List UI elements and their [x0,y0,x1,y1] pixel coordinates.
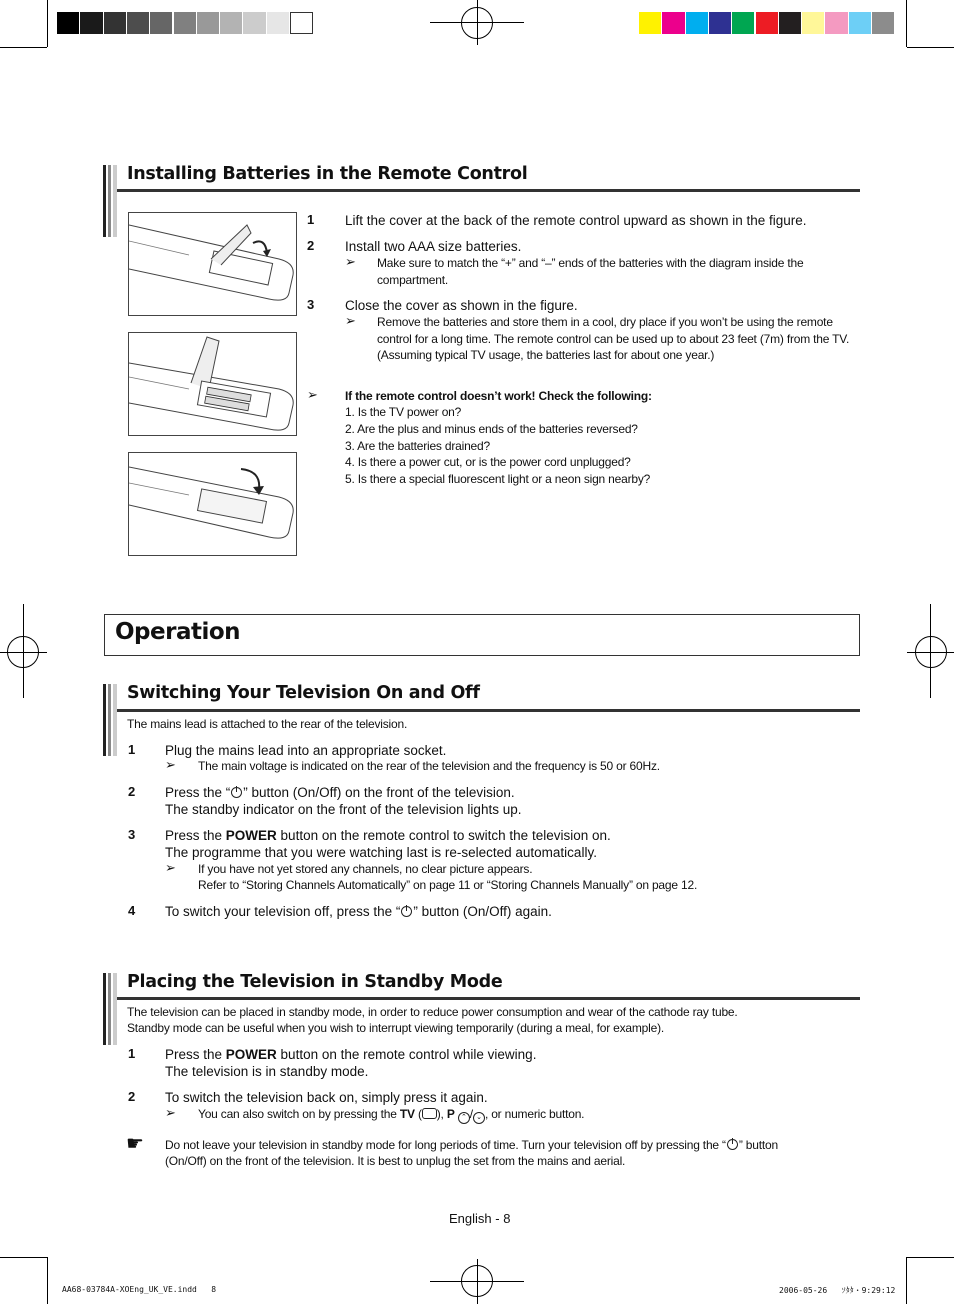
color-swatch [197,12,220,34]
page-number: English - 8 [449,1211,511,1226]
remote-open-cover-figure [128,212,297,316]
step-number: 4 [128,903,136,918]
color-swatch [779,12,802,34]
color-swatch [662,12,685,34]
step-number: 3 [128,827,136,842]
crop-mark [47,1257,48,1304]
step-text: Lift the cover at the back of the remote control upward as shown in the figure. [345,213,807,228]
warning-text: (On/Off) on the front of the television. It is best to unplug the set from the mains and aerial. [165,1154,626,1168]
color-swatch [732,12,755,34]
step-text: The standby indicator on the front of the television lights up. [165,802,522,817]
note-arrow-icon: ➢ [345,254,356,269]
color-swatch [150,12,173,34]
color-swatch [639,12,662,34]
check-item: 3. Are the batteries drained? [345,439,490,453]
step-number: 2 [128,1089,136,1104]
step-text: Close the cover as shown in the figure. [345,298,578,313]
note-text: The main voltage is indicated on the rear of the television and the frequency is 50 or 60Hz. [198,759,660,773]
check-heading: If the remote control doesn’t work! Check the following: [345,389,652,403]
section-title: Placing the Television in Standby Mode [127,972,503,992]
color-swatch [290,12,313,34]
section-header-bar [103,684,117,756]
color-swatch [243,12,266,34]
section-intro: The television can be placed in standby mode, in order to reduce power consumption and wear of the cathode ray tube. [127,1005,738,1019]
check-item: 1. Is the TV power on? [345,405,462,419]
step-text: Press the “ ” button (On/Off) on the front of the television. [165,785,515,800]
color-swatch [849,12,872,34]
crop-mark [906,1257,907,1304]
note-arrow-icon: ➢ [165,860,176,875]
section-rule [117,189,860,192]
warning-text: Do not leave your television in standby mode for long periods of time. Turn your television off by pressing the “ ” button [165,1138,778,1152]
color-swatch [802,12,825,34]
note-text: You can also switch on by pressing the TV ( ), P ⌃ / ⌄ , or numeric button. [198,1106,584,1124]
color-swatch [57,12,80,34]
power-icon [727,1139,738,1150]
power-icon [401,906,412,917]
crop-mark [906,0,907,47]
crop-mark [0,1257,47,1258]
note-arrow-icon: ➢ [165,1105,176,1120]
crop-mark [907,47,954,48]
note-text: If you have not yet stored any channels, no clear picture appears. [198,862,533,876]
color-swatch [220,12,243,34]
file-slug: AA68-03784A-XOEng_UK_VE.indd 8 [62,1285,217,1294]
step-number: 1 [128,1046,136,1061]
section-intro: Standby mode can be useful when you wish to interrupt viewing temporarily (during a meal, for example). [127,1021,665,1035]
section-intro: The mains lead is attached to the rear of the television. [127,717,408,731]
channel-up-icon: ⌃ [458,1112,470,1124]
page-title: Operation [115,619,241,645]
note-text: Refer to “Storing Channels Automatically” on page 11 or “Storing Channels Manually” on page 12. [198,878,698,892]
step-number: 2 [128,784,136,799]
step-text: To switch the television back on, simply press it again. [165,1090,488,1105]
section-title: Switching Your Television On and Off [127,683,480,703]
color-swatch [872,12,895,34]
section-rule [117,709,860,712]
step-text: Plug the mains lead into an appropriate socket. [165,743,447,758]
color-swatch [80,12,103,34]
operation-header-box [104,614,860,656]
step-text: The television is in standby mode. [165,1064,369,1079]
note-arrow-icon: ➢ [307,387,318,402]
section-rule [117,997,860,1000]
color-swatch [756,12,779,34]
crop-mark [0,47,47,48]
note-arrow-icon: ➢ [345,313,356,328]
pointing-hand-icon: ☛ [126,1133,144,1155]
channel-down-icon: ⌄ [473,1112,485,1124]
crop-mark [47,0,48,47]
power-icon [231,787,242,798]
step-number: 1 [307,212,315,227]
step-number: 3 [307,297,315,312]
step-number: 1 [128,742,136,757]
print-timestamp: 2006-05-26 ｿﾀﾀ・9:29:12 [779,1286,896,1295]
color-swatch [127,12,150,34]
crop-mark [907,1257,954,1258]
step-text: The programme that you were watching last is re-selected automatically. [165,845,597,860]
tv-icon [422,1108,437,1119]
check-item: 4. Is there a power cut, or is the power cord unplugged? [345,455,631,469]
color-swatch [825,12,848,34]
color-swatch [174,12,197,34]
remote-close-cover-figure [128,452,297,556]
section-header-bar [103,165,117,237]
color-swatch [709,12,732,34]
step-number: 2 [307,238,315,253]
color-swatch [267,12,290,34]
step-text: Install two AAA size batteries. [345,239,522,254]
check-item: 2. Are the plus and minus ends of the batteries reversed? [345,422,638,436]
section-title: Installing Batteries in the Remote Control [127,164,528,184]
note-text: Make sure to match the “+” and “–” ends of the batteries with the diagram inside the compartment. [377,256,804,287]
step-text: Press the POWER button on the remote control while viewing. [165,1047,537,1062]
color-swatch [104,12,127,34]
step-text: To switch your television off, press the “ ” button (On/Off) again. [165,904,552,919]
note-text: Remove the batteries and store them in a cool, dry place if you won’t be using the remote control for a long time. The remote control can be used up to about 23 feet (7m) from the TV. (Assuming typical TV usage, the batteries last for about one year.) [377,315,850,362]
note-arrow-icon: ➢ [165,757,176,772]
step-text: Press the POWER button on the remote control to switch the television on. [165,828,611,843]
check-item: 5. Is there a special fluorescent light or a neon sign nearby? [345,472,651,486]
color-swatch [686,12,709,34]
section-header-bar [103,973,117,1045]
remote-install-batteries-figure [128,332,297,436]
